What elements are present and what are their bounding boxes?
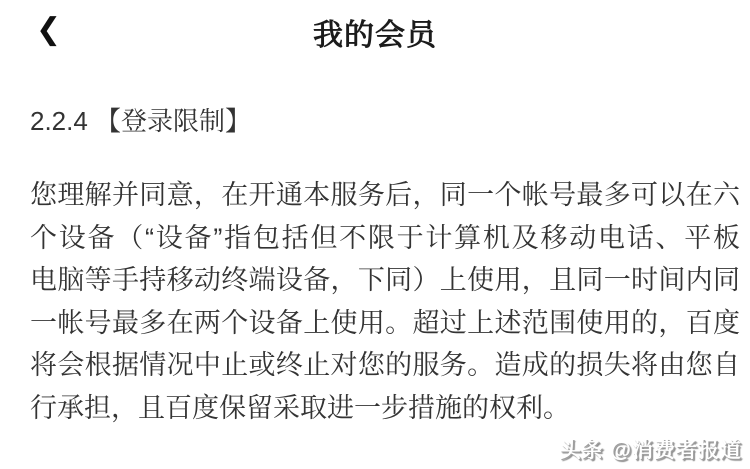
paragraph-line: 电脑等手持移动终端设备，下同）上使用，且同一时间内同 [30,265,740,296]
section-heading: 2.2.4 【登录限制】 [30,106,252,136]
paragraph-line: 您理解并同意，在开通本服务后，同一个帐号最多可以在六 [30,180,740,210]
back-icon[interactable]: ❮ [36,13,62,46]
terms-content [0,104,750,430]
watermark: 头条 @消费者报道 [559,439,742,462]
paragraph-line: 个设备（“设备”指包括但不限于计算机及移动电话、平板 [30,222,740,253]
navbar [0,0,750,64]
terms-paragraph [30,174,740,430]
paragraph-line: 行承担，且百度保留采取进一步措施的权利。 [30,392,570,423]
page-title: 我的会员 [313,19,437,52]
paragraph-line: 将会根据情况中止或终止对您的服务。造成的损失将由您自 [30,350,740,381]
paragraph-line: 一帐号最多在两个设备上使用。超过上述范围使用的，百度 [30,307,740,338]
